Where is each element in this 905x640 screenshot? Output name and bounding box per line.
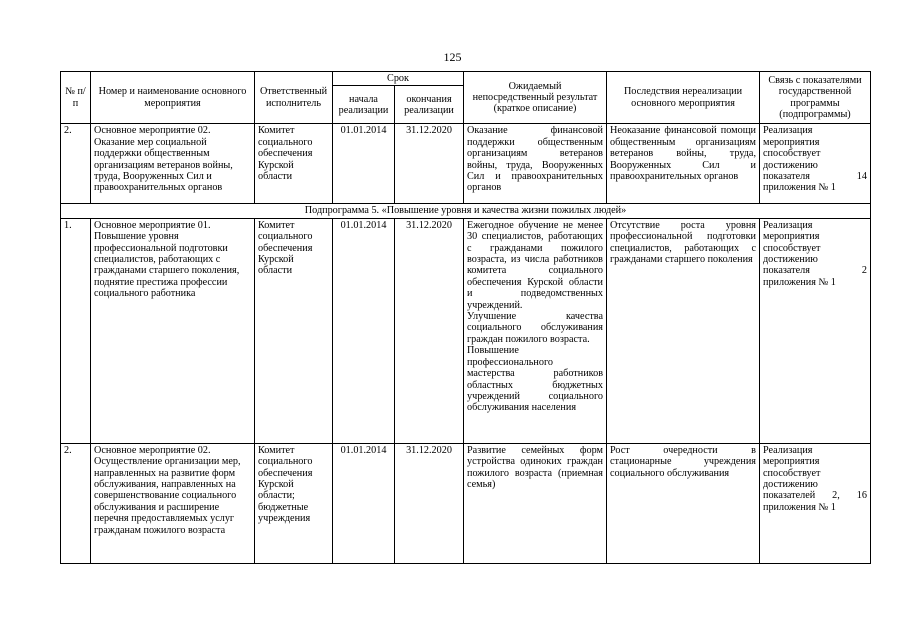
table-row <box>61 443 871 563</box>
row-responsible: Комитет социального обеспечения Курской области <box>255 124 333 204</box>
row-start: 01.01.2014 <box>333 443 395 563</box>
row-num: 2. <box>61 124 91 204</box>
header-end: окончания реализации <box>395 86 464 124</box>
row-start: 01.01.2014 <box>333 124 395 204</box>
row-name: Основное мероприятие 02. Оказание мер социальной поддержки общественным организациям ветеранов войны, труда, Вооруженных Сил и правоохранительных органов <box>91 124 255 204</box>
row-name: Основное мероприятие 02. Осуществление организации мер, направленных на развитие форм обслуживания, направленных на совершенствование социального обслуживания и расширение перечня предоставляемых услуг гражданам пожилого возраста <box>91 443 255 563</box>
header-result: Ожидаемый непосредственный результат (краткое описание) <box>464 72 607 124</box>
row-end: 31.12.2020 <box>395 443 464 563</box>
header-consequences: Последствия нереализации основного мероприятия <box>607 72 760 124</box>
table-row <box>61 218 871 443</box>
header-num: № п/п <box>61 72 91 124</box>
row-num: 2. <box>61 443 91 563</box>
header-link: Связь с показателями государственной программы (подпрограммы) <box>760 72 871 124</box>
row-end: 31.12.2020 <box>395 124 464 204</box>
header-name: Номер и наименование основного мероприятия <box>91 72 255 124</box>
table-row <box>61 124 871 204</box>
header-responsible: Ответственный исполнитель <box>255 72 333 124</box>
result-part: Улучшение качества социального обслуживания граждан пожилого возраста. <box>467 311 603 345</box>
row-start: 01.01.2014 <box>333 218 395 443</box>
row-name: Основное мероприятие 01. Повышение уровня профессиональной подготовки специалистов, работающих с гражданами старшего поколения, поднятие престижа профессии социального работника <box>91 218 255 443</box>
row-consequences: Неоказание финансовой помощи общественным организациям ветеранов войны, труда, Вооруженных Сил и правоохранительных органов <box>607 124 760 204</box>
subprogram-title: Подпрограмма 5. «Повышение уровня и качества жизни пожилых людей» <box>61 204 871 218</box>
measures-table <box>60 71 871 564</box>
row-responsible: Комитет социального обеспечения Курской области <box>255 218 333 443</box>
row-link: Реализация мероприятия способствует достижению показателя 2 приложения № 1 <box>760 218 871 443</box>
row-result: Развитие семейных форм устройства одиноких граждан пожилого возраста (приемная семья) <box>464 443 607 563</box>
row-link: Реализация мероприятия способствует достижению показателя 14 приложения № 1 <box>760 124 871 204</box>
result-part: Повышение профессионального мастерства работников областных бюджетных учреждений социального обслуживания населения <box>467 345 603 414</box>
row-result <box>464 218 607 443</box>
page-number: 125 <box>443 50 462 64</box>
header-start: начала реализации <box>333 86 395 124</box>
row-num: 1. <box>61 218 91 443</box>
row-consequences: Отсутствие роста уровня профессиональной подготовки специалистов, работающих с гражданами старшего поколения <box>607 218 760 443</box>
row-responsible: Комитет социального обеспечения Курской области; бюджетные учреждения <box>255 443 333 563</box>
subprogram-row <box>61 204 871 218</box>
row-end: 31.12.2020 <box>395 218 464 443</box>
header-term: Срок <box>333 72 464 86</box>
row-result: Оказание финансовой поддержки общественным организациям ветеранов войны, труда, Вооруженных Сил и правоохранительных органов <box>464 124 607 204</box>
row-link: Реализация мероприятия способствует достижению показателей 2, 16 приложения № 1 <box>760 443 871 563</box>
result-part: Ежегодное обучение не менее 30 специалистов, работающих с гражданами пожилого возраста, из числа работников комитета социального обеспечения Курской области и подведомственных учреждений. <box>467 219 603 311</box>
row-consequences: Рост очередности в стационарные учреждения социального обслуживания <box>607 443 760 563</box>
